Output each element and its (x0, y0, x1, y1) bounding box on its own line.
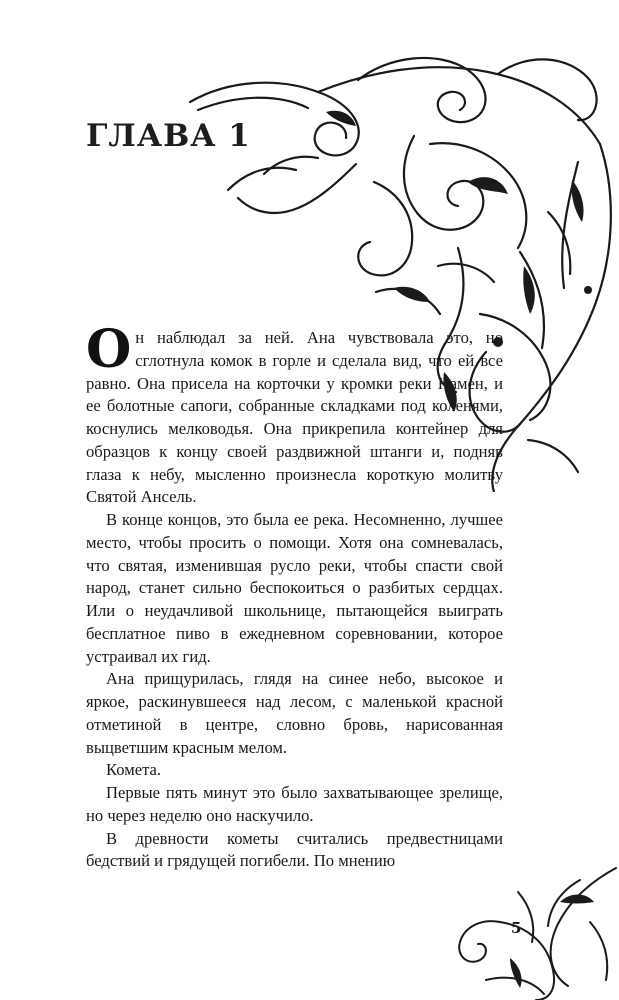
paragraph-2: В конце концов, это была ее река. Несомненно, лучшее место, чтобы просить о помощи. Хотя она сомневалась, что святая, изменившая русло реки, чтобы спасти свой народ, станет сильно беспокоиться о разбитых сердцах. Или о неудачливой школьнице, пытающейся выиграть бесплатное пиво в ежедневном соревновании, которое устраивал их гид. (86, 510, 503, 666)
paragraph-5: Первые пять минут это было захватывающее зрелище, но через неделю оно наскучило. (86, 783, 503, 825)
chapter-title: ГЛАВА 1 (86, 118, 251, 154)
chapter-text (86, 319, 503, 873)
corner-ornament-bottom-right (440, 862, 619, 1000)
paragraph-3: Ана прищурилась, глядя на синее небо, высокое и яркое, раскинувшееся над лесом, с маленькой красной отметиной в центре, словно бровь, нарисованная выцветшим красным мелом. (86, 669, 503, 757)
drop-cap: О (86, 319, 132, 380)
paragraph-6: В древности кометы считались предвестницами бедствий и грядущей погибели. По мнению (86, 828, 503, 871)
page-number: 5 (511, 919, 522, 937)
paragraph-4: Комета. (106, 760, 162, 780)
paragraph-1 (86, 319, 503, 509)
paragraph-1-text: н наблюдал за ней. Ана чувствовала это, но сглотнула комок в горле и сделала вид, что ей все равно. Она присела на корточки у кромки реки Намен, и ее болотные сапоги, собранные складками под коленями, коснулись мелководья. Она прикрепила контейнер для образцов к концу своей раздвижной штанги и, подняв глаза к небу, мысленно произнесла короткую молитву Святой Ансель. (86, 328, 503, 507)
